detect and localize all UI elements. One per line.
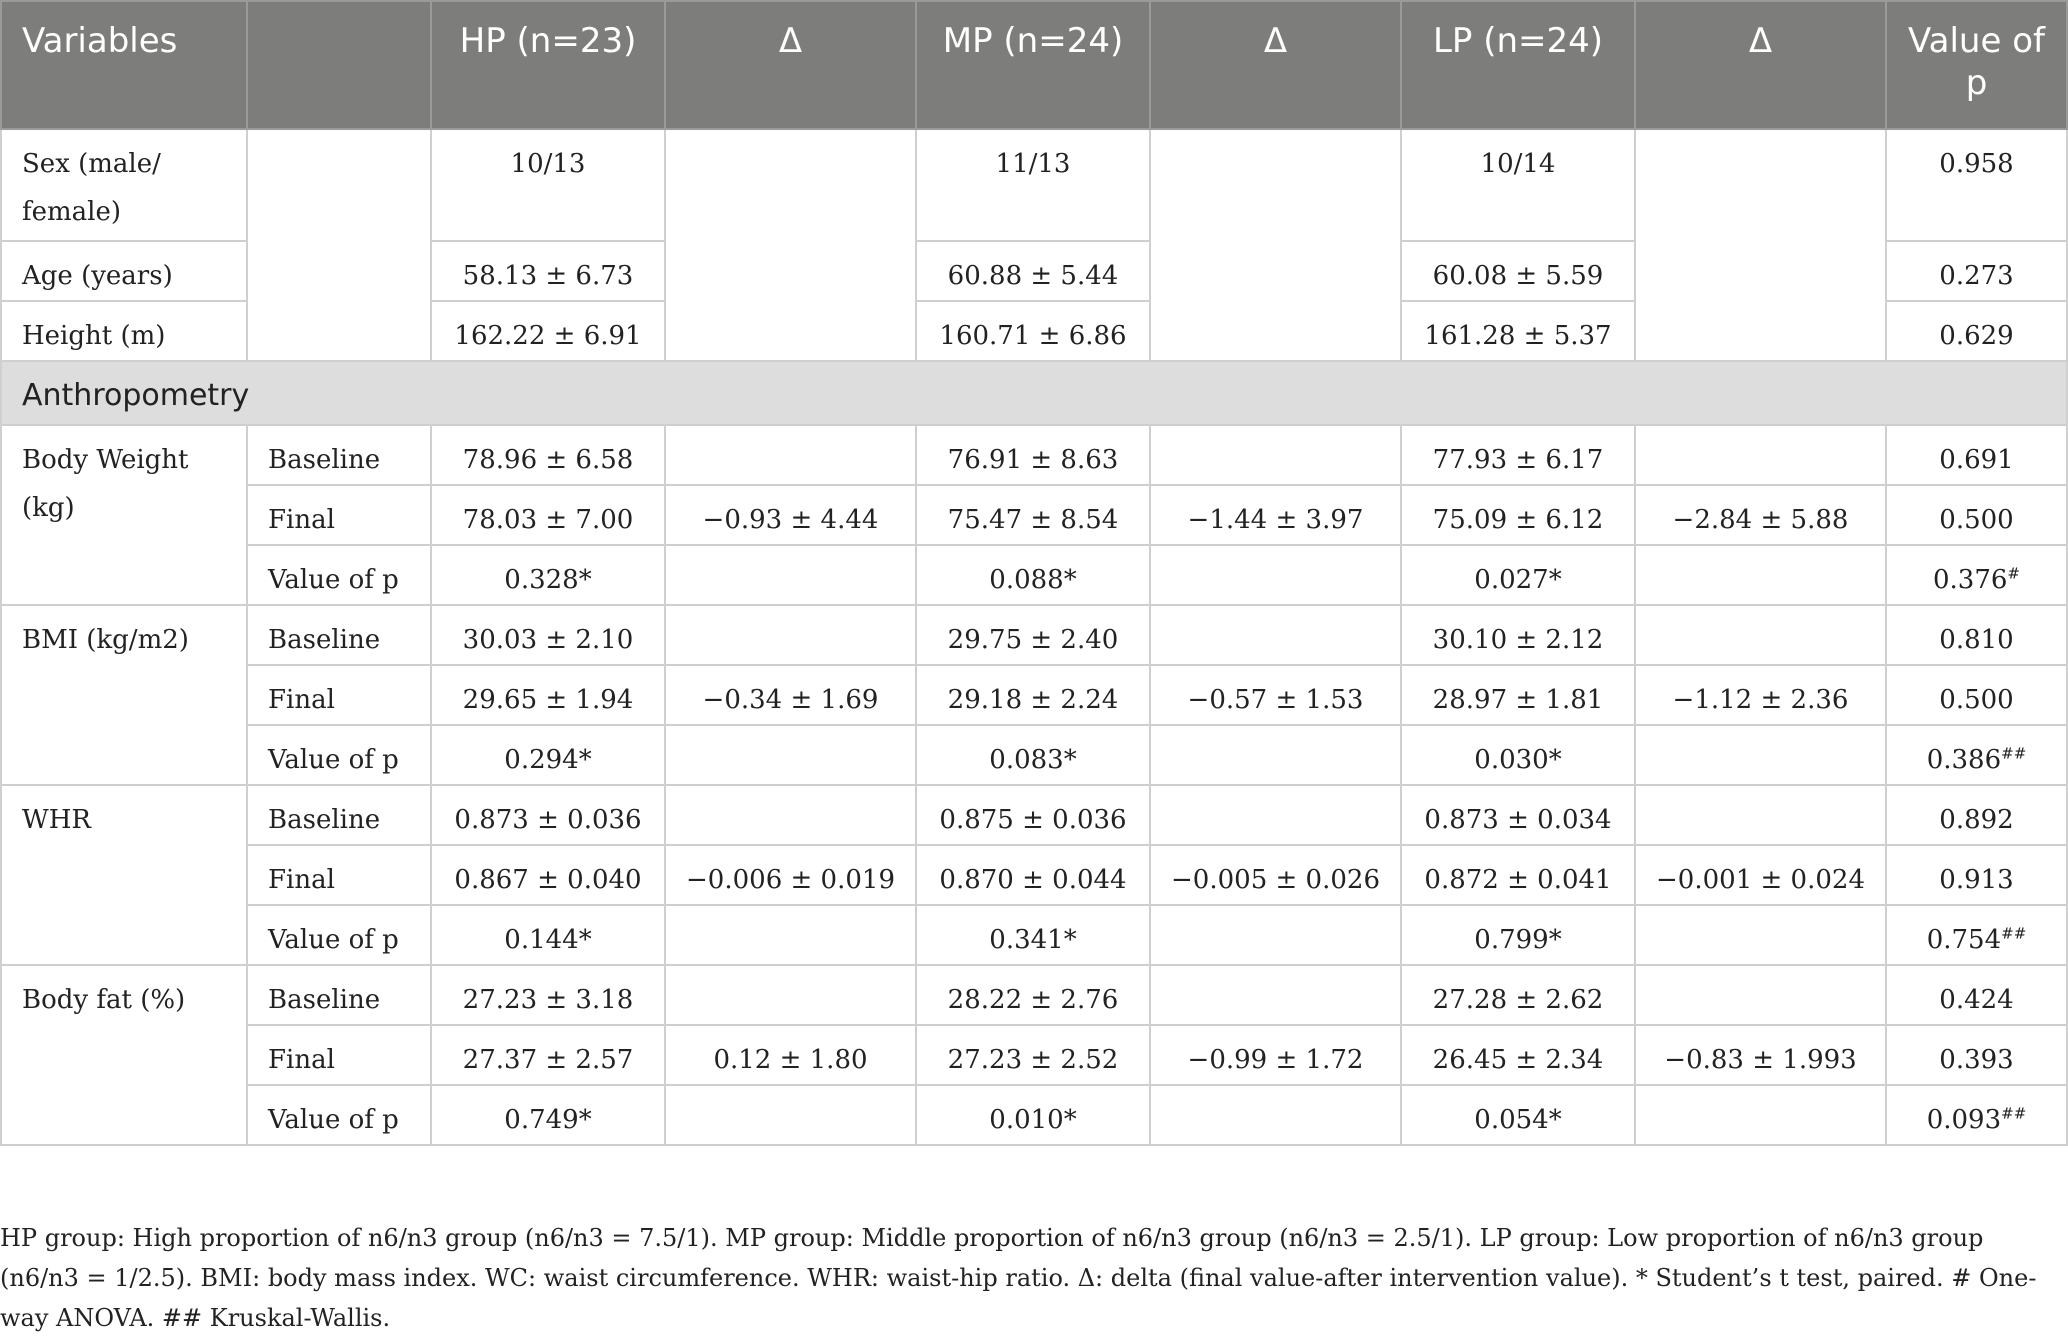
p-value	[1886, 845, 2067, 905]
mp-value: 160.71 ± 6.86	[916, 301, 1150, 361]
blank-cell	[665, 129, 916, 361]
p-value-text: 0.386	[1926, 745, 2002, 775]
section-label: Anthropometry	[1, 361, 2067, 425]
lp-value: 0.027*	[1401, 545, 1635, 605]
delta-lp-value: −1.12 ± 2.36	[1635, 665, 1886, 725]
table-row	[1, 965, 2067, 1025]
p-value-text: 0.754	[1926, 925, 2002, 955]
table-row	[1, 1085, 2067, 1145]
table-header-row	[1, 1, 2067, 129]
table-footnote: HP group: High proportion of n6/n3 group (n6/n3 = 7.5/1). MP group: Middle proportion of n6/n3 group (n6/n3 = 2.5/1). LP group: Low proportion of n6/n3 group (n6/n3 = 1/2.5). BMI: body mass index. WC: waist circumference. WHR: waist-hip ratio. Δ: delta (final value-after intervention value). * Student’s t test, paired. # One-way ANOVA. ## Kruskal-Wallis.	[0, 1224, 2037, 1332]
stage-label: Final	[247, 1025, 431, 1085]
table-row	[1, 905, 2067, 965]
table-row	[1, 545, 2067, 605]
hp-value: 0.873 ± 0.036	[431, 785, 665, 845]
hp-value: 0.867 ± 0.040	[431, 845, 665, 905]
delta-lp-value: −0.001 ± 0.024	[1635, 845, 1886, 905]
mp-value: 27.23 ± 2.52	[916, 1025, 1150, 1085]
p-value: 0.273	[1886, 241, 2067, 301]
lp-value: 60.08 ± 5.59	[1401, 241, 1635, 301]
p-value-text: 0.810	[1939, 625, 2014, 655]
p-value: 0.958	[1886, 129, 2067, 241]
p-value-text: 0.913	[1939, 865, 2014, 895]
variable-label: Body fat (%)	[1, 965, 247, 1145]
p-value-text: 0.500	[1939, 685, 2014, 715]
table-row	[1, 1025, 2067, 1085]
delta-hp-value	[665, 785, 916, 845]
p-value-text: 0.691	[1939, 445, 2014, 475]
lp-value: 77.93 ± 6.17	[1401, 425, 1635, 485]
delta-mp-value	[1150, 425, 1401, 485]
delta-lp-value: −0.83 ± 1.993	[1635, 1025, 1886, 1085]
lp-value: 10/14	[1401, 129, 1635, 241]
table-row	[1, 485, 2067, 545]
table-row	[1, 605, 2067, 665]
lp-value: 0.872 ± 0.041	[1401, 845, 1635, 905]
delta-hp-value: −0.006 ± 0.019	[665, 845, 916, 905]
p-value	[1886, 1085, 2067, 1145]
delta-lp-value	[1635, 545, 1886, 605]
table-row	[1, 785, 2067, 845]
delta-mp-value	[1150, 725, 1401, 785]
variable-label: Body Weight (kg)	[1, 425, 247, 605]
hp-value: 78.96 ± 6.58	[431, 425, 665, 485]
p-value	[1886, 1025, 2067, 1085]
delta-mp-value	[1150, 905, 1401, 965]
delta-mp-value	[1150, 545, 1401, 605]
blank-cell	[247, 129, 431, 361]
mp-value: 0.088*	[916, 545, 1150, 605]
stage-label: Final	[247, 845, 431, 905]
mp-value: 75.47 ± 8.54	[916, 485, 1150, 545]
p-value-marker: ##	[2001, 924, 2027, 943]
mp-value: 0.083*	[916, 725, 1150, 785]
p-value-marker: ##	[2001, 744, 2027, 763]
variable-label: WHR	[1, 785, 247, 965]
mp-value: 0.341*	[916, 905, 1150, 965]
stage-label: Value of p	[247, 905, 431, 965]
lp-value: 27.28 ± 2.62	[1401, 965, 1635, 1025]
header-delta-mp: Δ	[1150, 1, 1401, 129]
measures-body	[1, 425, 2067, 1145]
mp-value: 29.18 ± 2.24	[916, 665, 1150, 725]
delta-hp-value	[665, 545, 916, 605]
delta-hp-value: 0.12 ± 1.80	[665, 1025, 916, 1085]
header-delta-lp: Δ	[1635, 1, 1886, 129]
p-value-marker: ##	[2001, 1104, 2027, 1123]
delta-mp-value: −1.44 ± 3.97	[1150, 485, 1401, 545]
stage-label: Baseline	[247, 425, 431, 485]
p-value-text: 0.376	[1932, 565, 2008, 595]
lp-value: 0.799*	[1401, 905, 1635, 965]
table-row	[1, 725, 2067, 785]
delta-mp-value: −0.57 ± 1.53	[1150, 665, 1401, 725]
p-value	[1886, 665, 2067, 725]
hp-value: 10/13	[431, 129, 665, 241]
p-value-text: 0.424	[1939, 985, 2014, 1015]
mp-value: 0.870 ± 0.044	[916, 845, 1150, 905]
p-value	[1886, 605, 2067, 665]
table-row	[1, 425, 2067, 485]
p-value	[1886, 485, 2067, 545]
table-row	[1, 665, 2067, 725]
header-variables: Variables	[1, 1, 247, 129]
mp-value: 76.91 ± 8.63	[916, 425, 1150, 485]
p-value	[1886, 965, 2067, 1025]
mp-value: 29.75 ± 2.40	[916, 605, 1150, 665]
p-value	[1886, 545, 2067, 605]
lp-value: 75.09 ± 6.12	[1401, 485, 1635, 545]
delta-lp-value	[1635, 965, 1886, 1025]
header-hp: HP (n=23)	[431, 1, 665, 129]
lp-value: 161.28 ± 5.37	[1401, 301, 1635, 361]
hp-value: 162.22 ± 6.91	[431, 301, 665, 361]
delta-hp-value	[665, 1085, 916, 1145]
delta-mp-value	[1150, 785, 1401, 845]
hp-value: 30.03 ± 2.10	[431, 605, 665, 665]
variable-label: BMI (kg/m2)	[1, 605, 247, 785]
blank-cell	[1635, 129, 1886, 361]
header-blank	[247, 1, 431, 129]
delta-hp-value	[665, 965, 916, 1025]
hp-value: 0.328*	[431, 545, 665, 605]
mp-value: 0.010*	[916, 1085, 1150, 1145]
lp-value: 0.054*	[1401, 1085, 1635, 1145]
delta-lp-value	[1635, 905, 1886, 965]
header-p-value: Value of p	[1886, 1, 2067, 129]
mp-value: 11/13	[916, 129, 1150, 241]
delta-mp-value	[1150, 1085, 1401, 1145]
stage-label: Baseline	[247, 605, 431, 665]
delta-lp-value	[1635, 425, 1886, 485]
delta-lp-value	[1635, 785, 1886, 845]
p-value-text: 0.892	[1939, 805, 2014, 835]
hp-value: 0.749*	[431, 1085, 665, 1145]
p-value: 0.629	[1886, 301, 2067, 361]
delta-mp-value	[1150, 965, 1401, 1025]
delta-hp-value: −0.93 ± 4.44	[665, 485, 916, 545]
lp-value: 28.97 ± 1.81	[1401, 665, 1635, 725]
header-mp: MP (n=24)	[916, 1, 1150, 129]
p-value	[1886, 425, 2067, 485]
variable-label: Sex (male/ female)	[1, 129, 247, 241]
header-lp: LP (n=24)	[1401, 1, 1635, 129]
p-value	[1886, 725, 2067, 785]
p-value	[1886, 905, 2067, 965]
blank-cell	[1150, 129, 1401, 361]
variable-label: Height (m)	[1, 301, 247, 361]
p-value-text: 0.500	[1939, 505, 2014, 535]
hp-value: 0.144*	[431, 905, 665, 965]
hp-value: 27.23 ± 3.18	[431, 965, 665, 1025]
delta-lp-value	[1635, 605, 1886, 665]
lp-value: 26.45 ± 2.34	[1401, 1025, 1635, 1085]
stage-label: Final	[247, 485, 431, 545]
delta-hp-value	[665, 725, 916, 785]
stage-label: Final	[247, 665, 431, 725]
hp-value: 27.37 ± 2.57	[431, 1025, 665, 1085]
stage-label: Value of p	[247, 545, 431, 605]
delta-hp-value	[665, 605, 916, 665]
delta-hp-value	[665, 905, 916, 965]
mp-value: 0.875 ± 0.036	[916, 785, 1150, 845]
hp-value: 0.294*	[431, 725, 665, 785]
stage-label: Baseline	[247, 785, 431, 845]
variable-label: Age (years)	[1, 241, 247, 301]
stage-label: Value of p	[247, 725, 431, 785]
mp-value: 28.22 ± 2.76	[916, 965, 1150, 1025]
p-value	[1886, 785, 2067, 845]
delta-hp-value	[665, 425, 916, 485]
delta-mp-value: −0.005 ± 0.026	[1150, 845, 1401, 905]
stage-label: Value of p	[247, 1085, 431, 1145]
delta-lp-value	[1635, 1085, 1886, 1145]
table-row	[1, 129, 2067, 241]
mp-value: 60.88 ± 5.44	[916, 241, 1150, 301]
delta-hp-value: −0.34 ± 1.69	[665, 665, 916, 725]
delta-lp-value	[1635, 725, 1886, 785]
hp-value: 78.03 ± 7.00	[431, 485, 665, 545]
hp-value: 29.65 ± 1.94	[431, 665, 665, 725]
lp-value: 30.10 ± 2.12	[1401, 605, 1635, 665]
table-row	[1, 845, 2067, 905]
stage-label: Baseline	[247, 965, 431, 1025]
p-value-marker: #	[2007, 564, 2020, 583]
hp-value: 58.13 ± 6.73	[431, 241, 665, 301]
delta-mp-value	[1150, 605, 1401, 665]
delta-mp-value: −0.99 ± 1.72	[1150, 1025, 1401, 1085]
p-value-text: 0.093	[1926, 1105, 2002, 1135]
p-value-text: 0.393	[1939, 1045, 2014, 1075]
lp-value: 0.873 ± 0.034	[1401, 785, 1635, 845]
lp-value: 0.030*	[1401, 725, 1635, 785]
header-delta-hp: Δ	[665, 1, 916, 129]
delta-lp-value: −2.84 ± 5.88	[1635, 485, 1886, 545]
section-row	[1, 361, 2067, 425]
